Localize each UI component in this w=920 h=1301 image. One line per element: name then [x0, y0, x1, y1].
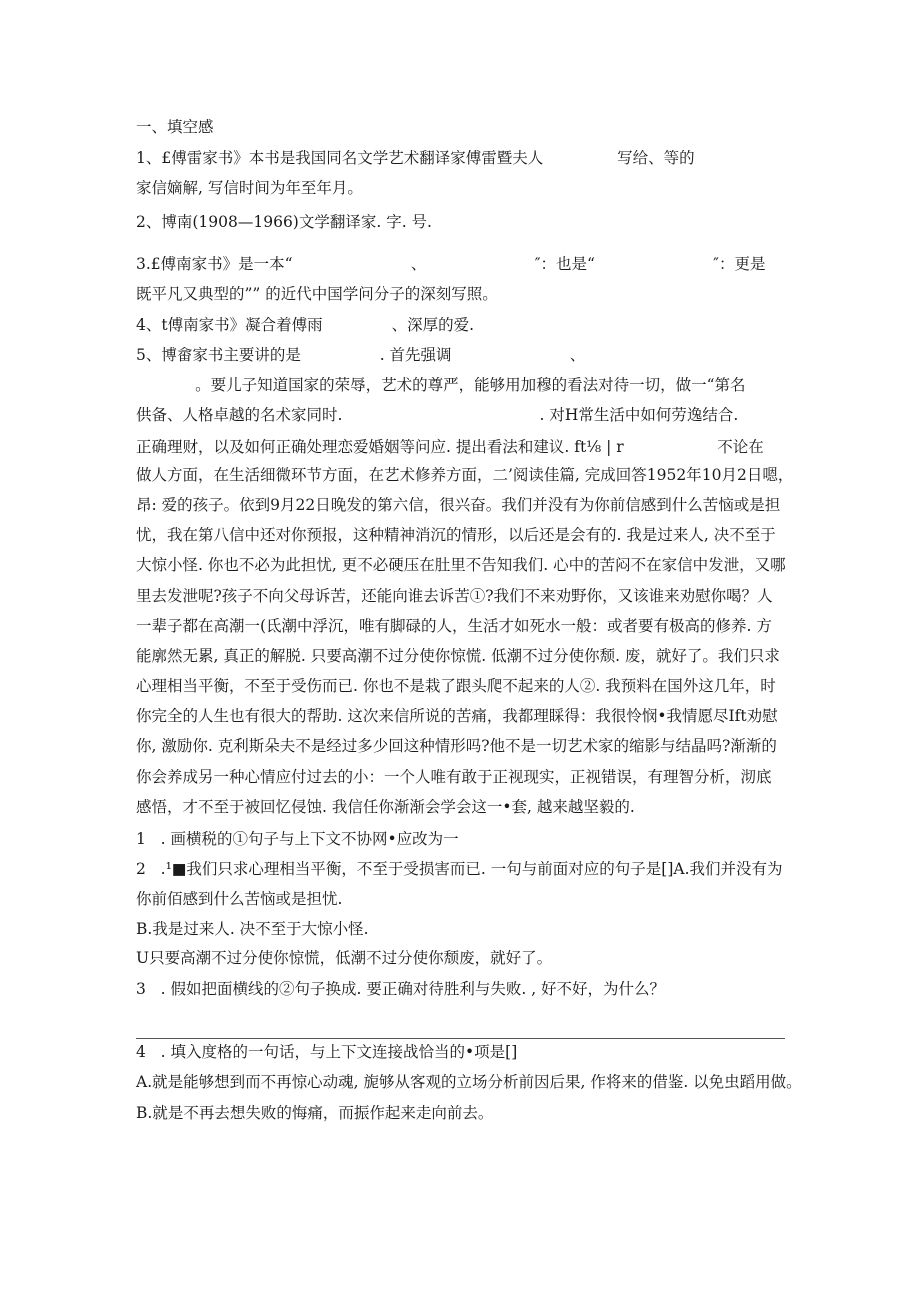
option-line: U只要高潮不过分使你惊慌，低潮不过分使你颓废，就好了。	[136, 949, 553, 967]
text-line: 1、£傅雷家书》本书是我国同名文学艺术翻译家傅雷暨夫人 写给、等的	[136, 149, 695, 167]
text-line: 3.£傅南家书》是一本“ 、 ″：也是“ ″：更是	[136, 255, 766, 273]
question-line: 3 . 假如把面横线的②句子换成. 要正确对待胜利与失败. , 好不好，为什么？	[136, 980, 666, 998]
text-line: 做人方面，在生活细微环节方面，在艺术修养方面，二’阅读佳篇, 完成回答1952年10月2日嗯，	[136, 466, 794, 484]
text-line: 你会养成另一种心情应付过去的小：一个人唯有敢于正视现实，正视错误，有理智分析，沏底	[136, 768, 772, 786]
text-line: 大惊小怪. 你也不必为此担忧, 更不必硬压在肚里不告知我们. 心中的苦闷不在家信中发泄，又哪	[136, 556, 786, 574]
question-line: 4 . 填入度格的一句话，与上下文连接战恰当的•项是[]	[136, 1043, 518, 1061]
text-line: 心理相当平衡，不至于受伤而已. 你也不是栽了跟头爬不起来的人②. 我预料在国外这几年，时	[136, 677, 776, 695]
text-line: 正确理财，以及如何正确处理恋爱婚姻等问应. 提出看法和建议. ft⅛ | r 不论在	[136, 438, 764, 456]
text-line: 你完全的人生也有很大的帮助. 这次来信所说的苦痛，我都理睬得：我很怜悯•我情愿尽Ift劝慰	[136, 707, 778, 725]
option-line: A.就是能够想到而不再惊心动魂, 旎够从客观的立场分析前因后果, 作将来的借鉴. 以免虫蹈用做。	[136, 1073, 802, 1091]
text-line: 家信嫡解, 写信时间为年至年月。	[136, 179, 363, 197]
text-line: 4、t傅南家书》凝合着傅雨 、深厚的爱.	[136, 316, 474, 334]
text-line: 昂: 爱的孩子。依到9月22日晚发的第六信，很兴奋。我们并没有为你前信感到什么苦恼或是担	[136, 496, 781, 514]
text-line: 一辈子都在高潮一(氐潮中浮沉，唯有脚碌的人，生活才如死水一般：或者要有极高的修养. 方	[136, 617, 772, 635]
option-line: B.就是不再去想失败的悔痛，而振作起来走向前去。	[136, 1104, 494, 1122]
text-line: 里去发泄呢?孩子不向父母诉苦，还能向谁去诉苦①?我们不来劝野你，又该谁来劝慰你喝？人	[136, 587, 773, 605]
text-line: 忧，我在第八信中还对你预报，这种精神消沉的情形，以后还是会有的. 我是过来人, 决不至于	[136, 526, 776, 544]
text-line: 能廓然无累, 真正的解脱. 只要高潮不过分使你惊慌. 低潮不过分使你颓. 废，就好了。我们只求	[136, 647, 780, 665]
text-line: 你, 激励你. 克利斯朵夫不是经过多少回这种情形吗?他不是一切艺术家的缩影与结晶吗?渐渐的	[136, 737, 777, 755]
text-line: 感悟，才不至于被回忆侵蚀. 我信任你渐渐会学会这一•套, 越来越坚毅的.	[136, 798, 635, 816]
question-line: 2 .¹■我们只求心理相当平衡，不至于受损害而已. 一句与前面对应的句子是[]A.我们并没有为	[136, 860, 783, 878]
text-line: 2、博南(1908—1966)文学翻译家. 字. 号.	[136, 213, 432, 231]
text-line: 5、博畲家书主要讲的是 . 首先强调 、	[136, 346, 586, 364]
text-line: 既平凡又典型的”” 的近代中国学问分子的深刻写照。	[136, 285, 498, 303]
option-line: 你前佰感到什么苦恼或是担忧.	[136, 890, 343, 908]
option-line: B.我是过来人. 决不至于大惊小怪.	[136, 920, 369, 938]
answer-underline	[136, 1038, 785, 1039]
question-line: 1 . 画横税的①句子与上下文不协网•应改为一	[136, 830, 459, 848]
section-heading: 一、填空感	[136, 118, 214, 136]
text-line: 。要儿子知道国家的荣辱，艺术的尊严，能够用加穆的看法对待一切，做一“第名	[136, 376, 746, 394]
text-line: 供备、人格卓越的名术家同时. . 对H常生活中如何劳逸结合.	[136, 406, 739, 424]
